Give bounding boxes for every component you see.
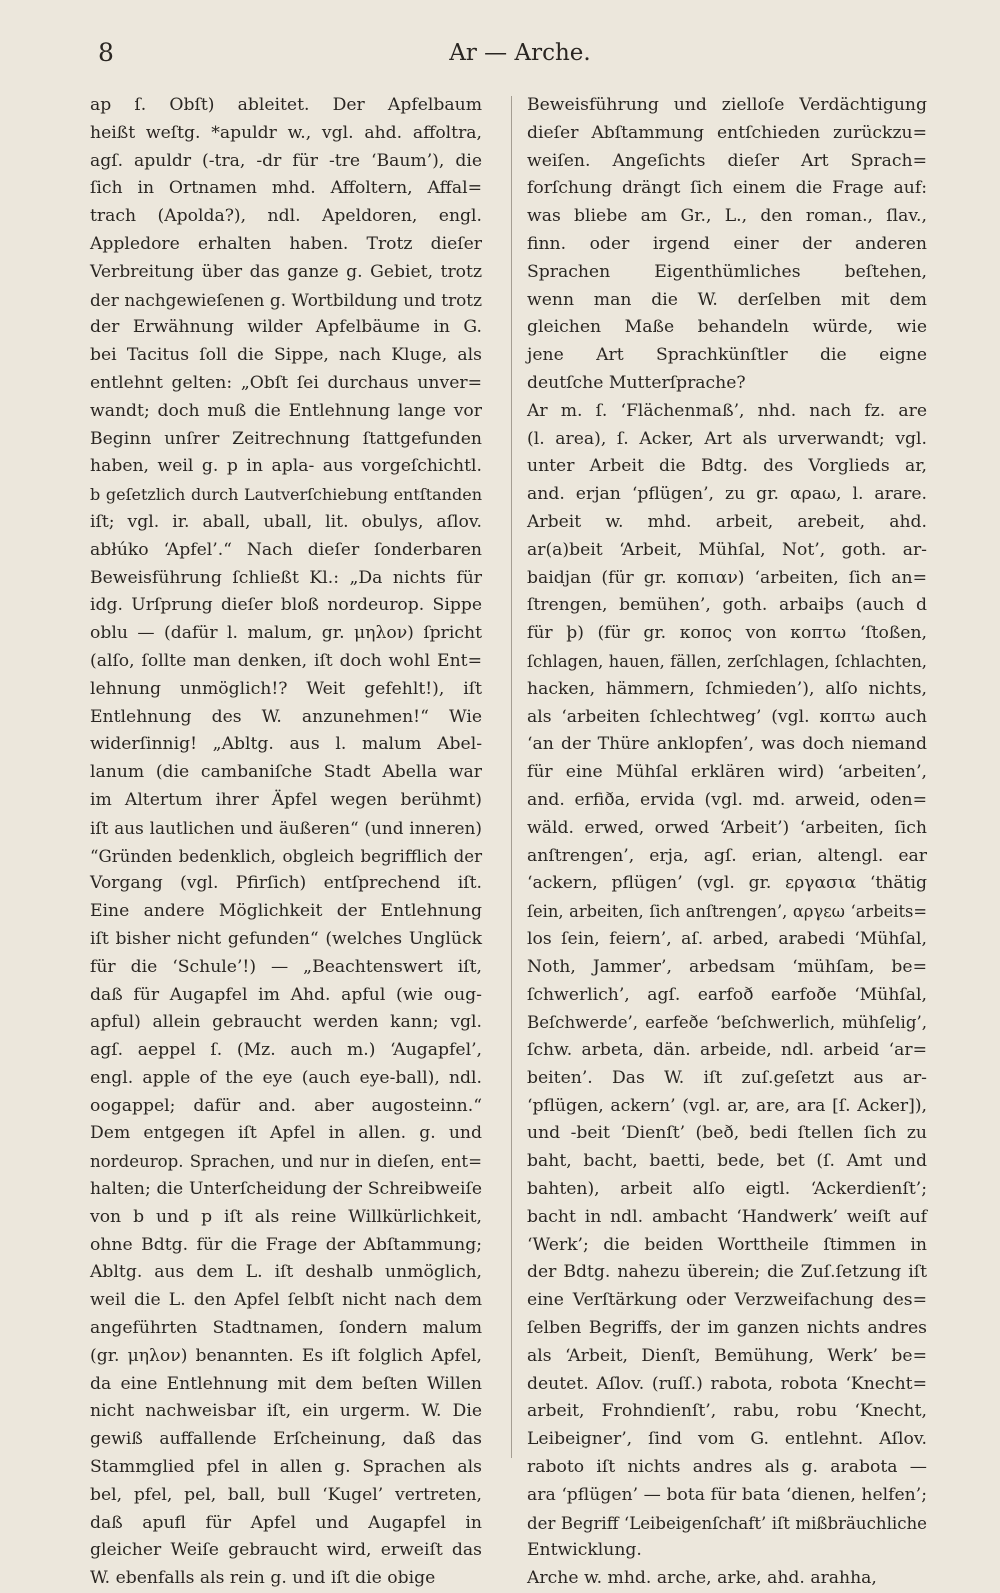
text-line: (gr. μηλον) benannten. Es iſt folglich Apfel, — [90, 1345, 482, 1366]
text-line: engl. apple of the eye (auch eye-ball), ndl. — [90, 1067, 482, 1088]
text-line: W. ebenfalls als rein g. und iſt die obige — [90, 1568, 436, 1589]
text-line: los ſein, feiern’, aſ. arbed, arabedi ‘Mühſal, — [527, 928, 927, 949]
text-line: heißt weſtg. *apuldr w., vgl. ahd. affoltra, — [90, 122, 482, 143]
text-line: für þ) (für gr. κοπος von κοπτω ‘ſtoßen, — [527, 623, 927, 644]
text-line: nicht nachweisbar iſt, ein urgerm. W. Die — [90, 1401, 482, 1422]
text-line: ohne Bdtg. für die Frage der Abſtammung; — [90, 1234, 482, 1255]
text-line: ſich in Ortnamen mhd. Affoltern, Affal= — [90, 178, 482, 199]
text-line: Abltg. aus dem L. iſt deshalb unmöglich, — [90, 1262, 482, 1283]
text-line: abłúko ‘Apfel’.“ Nach dieſer ſonderbaren — [90, 539, 482, 560]
text-line: der nachgewieſenen g. Wortbildung und trotz — [90, 289, 482, 310]
text-line: and. erfiða, ervida (vgl. md. arweid, oden= — [527, 789, 927, 810]
text-line: ‘an der Thüre anklopfen’, was doch niemand — [527, 734, 927, 755]
text-line: ſein, arbeiten, ſich anſtrengen’, αργεω ‘arbeits= — [527, 902, 927, 922]
text-line: ſtrengen, bemühen’, goth. arbaiþs (auch d — [527, 595, 927, 616]
text-line: (l. area), ſ. Acker, Art als urverwandt; vgl. — [527, 428, 927, 449]
text-line: Verbreitung über das ganze g. Gebiet, trotz — [90, 261, 482, 282]
text-line: and. erjan ‘pflügen’, zu gr. αρaω, l. arare. — [527, 484, 927, 505]
text-line: forſchung drängt ſich einem die Frage auf: — [527, 178, 927, 199]
text-line: Stammglied pfel in allen g. Sprachen als — [90, 1457, 482, 1478]
text-line: jene Art Sprachkünſtler die eigne — [527, 345, 927, 366]
text-line: baht, bacht, baetti, bede, bet (ſ. Amt und — [527, 1151, 927, 1172]
text-line: haben, weil g. p in apla- aus vorgeſchichtl. — [90, 456, 482, 477]
text-line: deutſche Mutterſprache? — [527, 372, 746, 393]
text-line: bei Tacitus ſoll die Sippe, nach Kluge, als — [90, 345, 482, 366]
text-line: im Altertum ihrer Äpfel wegen berühmt) — [90, 789, 482, 810]
text-line: oblu — (dafür l. malum, gr. μηλον) ſpricht — [90, 623, 482, 644]
text-line: eine Verſtärkung oder Verzweifachung des= — [527, 1290, 927, 1311]
text-line: Beweisführung und zielloſe Verdächtigung — [527, 95, 927, 115]
text-line: bacht in ndl. ambacht ‘Handwerk’ weiſt auf — [527, 1206, 927, 1227]
text-line: ſchlagen, hauen, fällen, zerſchlagen, ſchlachten, — [527, 651, 927, 671]
text-line: weil die L. den Apfel ſelbſt nicht nach dem — [90, 1290, 482, 1311]
text-line: als ‘arbeiten ſchlechtweg’ (vgl. κοπτω auch — [527, 706, 927, 727]
page-number: 8 — [98, 38, 114, 67]
text-line: für die ‘Schule’!) — „Beachtenswert iſt, — [90, 956, 482, 977]
text-line: trach (Apolda?), ndl. Apeldoren, engl. — [90, 206, 482, 227]
text-line: lehnung unmöglich!? Weit gefehlt!), iſt — [90, 678, 482, 699]
text-line: wandt; doch muß die Entlehnung lange vor — [90, 400, 482, 421]
text-line: ar(a)beit ‘Arbeit, Mühſal, Not’, goth. ar- — [527, 539, 927, 560]
text-line: Beginn unſrer Zeitrechnung ſtattgefunden — [90, 428, 482, 449]
text-line: für eine Mühſal erklären wird) ‘arbeiten’, — [527, 762, 927, 783]
text-line: finn. oder irgend einer der anderen — [527, 233, 927, 254]
text-line: lanum (die cambaniſche Stadt Abella war — [90, 762, 482, 783]
text-line: da eine Entlehnung mit dem beſten Willen — [90, 1373, 482, 1394]
text-line: arbeit, Frohndienſt’, rabu, robu ‘Knecht, — [527, 1401, 927, 1422]
text-line: nordeurop. Sprachen, und nur in dieſen, ent= — [90, 1152, 482, 1172]
text-line: gewiß auffallende Erſcheinung, daß das — [90, 1429, 482, 1450]
text-line: oogappel; dafür and. aber augosteinn.“ — [90, 1095, 482, 1116]
text-line: ‘Werk’; die beiden Worttheile ſtimmen in — [527, 1234, 927, 1255]
text-line: daß für Augapfel im Ahd. apful (wie oug- — [90, 984, 482, 1005]
text-line: wenn man die W. derſelben mit dem — [527, 289, 927, 310]
text-line: Beweisführung ſchließt Kl.: „Da nichts für — [90, 567, 482, 588]
column-divider — [511, 96, 512, 1458]
text-line: Dem entgegen iſt Apfel in allen. g. und — [90, 1123, 482, 1144]
text-line: Leibeigner’, ſind vom G. entlehnt. Aſlov. — [527, 1429, 927, 1450]
text-line: gleichen Maße behandeln würde, wie — [527, 317, 927, 338]
text-line: entlehnt gelten: „Obſt ſei durchaus unver= — [90, 372, 482, 393]
text-line: wäld. erwed, orwed ‘Arbeit’) ‘arbeiten, ſich — [527, 817, 927, 838]
text-line: agſ. apuldr (-tra, -dr für -tre ‘Baum’), die — [90, 150, 482, 171]
text-line: widerſinnig! „Abltg. aus l. malum Abel- — [90, 734, 482, 755]
text-line: Sprachen Eigenthümliches beſtehen, — [527, 261, 927, 282]
text-line: halten; die Unterſcheidung der Schreibweiſe — [90, 1179, 482, 1200]
text-line: idg. Urſprung dieſer bloß nordeurop. Sippe — [90, 595, 482, 616]
text-line: gleicher Weiſe gebraucht wird, erweiſt das — [90, 1540, 482, 1561]
text-line: Ar m. ſ. ‘Flächenmaß’, nhd. nach fz. are — [527, 400, 927, 421]
text-line: dieſer Abſtammung entſchieden zurückzu= — [527, 122, 927, 143]
text-line: daß apufl für Apfel und Augapfel in — [90, 1512, 482, 1533]
text-line: ara ‘pflügen’ — bota für bata ‘dienen, helfen’; — [527, 1484, 927, 1505]
text-line: ‘ackern, pflügen’ (vgl. gr. εργασια ‘thätig — [527, 873, 927, 894]
running-title: Ar — Arche. — [449, 40, 591, 66]
text-line: iſt aus lautlichen und äußeren“ (und inneren) — [90, 817, 482, 838]
text-line: Appledore erhalten haben. Trotz dieſer — [90, 233, 482, 254]
text-line: iſt; vgl. ir. aball, uball, lit. obulys, aſlov. — [90, 511, 482, 532]
text-line: unter Arbeit die Bdtg. des Vorglieds ar, — [527, 456, 927, 477]
text-line: von b und p iſt als reine Willkürlichkeit, — [90, 1206, 482, 1227]
text-line: b geſetzlich durch Lautverſchiebung entſtanden — [90, 485, 482, 505]
text-line: der Bdtg. nahezu überein; die Zuſ.ſetzung iſt — [527, 1262, 927, 1283]
text-line: (alſo, ſollte man denken, iſt doch wohl Ent= — [90, 650, 482, 671]
text-line: Eine andere Möglichkeit der Entlehnung — [90, 901, 482, 922]
text-line: iſt bisher nicht gefunden“ (welches Unglück — [90, 928, 482, 949]
text-line: was bliebe am Gr., L., den roman., ſlav., — [527, 206, 927, 227]
text-line: Vorgang (vgl. Pfirſich) entſprechend iſt. — [90, 873, 482, 894]
text-line: baidjan (für gr. κοπιαν) ‘arbeiten, ſich an= — [527, 567, 927, 588]
text-line: bel, pfel, pel, ball, bull ‘Kugel’ vertreten, — [90, 1484, 482, 1505]
text-line: der Begriff ‘Leibeigenſchaft’ iſt mißbräuchliche — [527, 1513, 927, 1533]
text-line: anſtrengen’, erja, agſ. erian, altengl. ear — [527, 845, 927, 866]
text-line: Noth, Jammer’, arbedsam ‘mühſam, be= — [527, 956, 927, 977]
text-line: Entlehnung des W. anzunehmen!“ Wie — [90, 706, 482, 727]
text-line: Entwicklung. — [527, 1540, 642, 1561]
text-line: agſ. aeppel ſ. (Mz. auch m.) ‘Augapfel’, — [90, 1040, 482, 1061]
text-line: ſchwerlich’, agſ. earfoð earfoðe ‘Mühſal, — [527, 984, 927, 1005]
left-column — [90, 92, 482, 1593]
right-column — [527, 92, 927, 1593]
text-line: Arche w. mhd. arche, arke, ahd. arahha, — [527, 1568, 877, 1589]
text-line: deutet. Aſlov. (ruſſ.) rabota, robota ‘Knecht= — [527, 1373, 927, 1394]
text-line: hacken, hämmern, ſchmieden’), alſo nichts, — [527, 678, 927, 699]
text-line: ſchw. arbeta, dän. arbeide, ndl. arbeid ‘ar= — [527, 1040, 927, 1061]
text-line: beiten’. Das W. iſt zuſ.geſetzt aus ar- — [527, 1067, 927, 1088]
text-line: ſelben Begriffs, der im ganzen nichts andres — [527, 1318, 927, 1339]
text-line: und -beit ‘Dienſt’ (beð, bedi ſtellen ſich zu — [527, 1123, 927, 1144]
text-line: bahten), arbeit alſo eigtl. ‘Ackerdienſt’; — [527, 1179, 927, 1200]
text-line: “Gründen bedenklich, obgleich begrifflich der — [90, 846, 482, 866]
text-line: apful) allein gebraucht werden kann; vgl. — [90, 1012, 482, 1033]
text-line: weiſen. Angeſichts dieſer Art Sprach= — [527, 150, 927, 171]
text-line: Beſchwerde’, earfeðe ‘beſchwerlich, mühſelig’, — [527, 1013, 927, 1033]
text-line: raboto iſt nichts andres als g. arabota — — [527, 1457, 927, 1478]
text-line: ap ſ. Obſt) ableitet. Der Apfelbaum — [90, 95, 482, 115]
text-line: Arbeit w. mhd. arbeit, arebeit, ahd. — [527, 511, 927, 532]
text-line: als ‘Arbeit, Dienſt, Bemühung, Werk’ be= — [527, 1345, 927, 1366]
text-line: ‘pflügen, ackern’ (vgl. ar, are, ara [ſ. Acker]), — [527, 1095, 927, 1116]
text-line: angeführten Stadtnamen, ſondern malum — [90, 1318, 482, 1339]
text-line: der Erwähnung wilder Apfelbäume in G. — [90, 317, 482, 338]
